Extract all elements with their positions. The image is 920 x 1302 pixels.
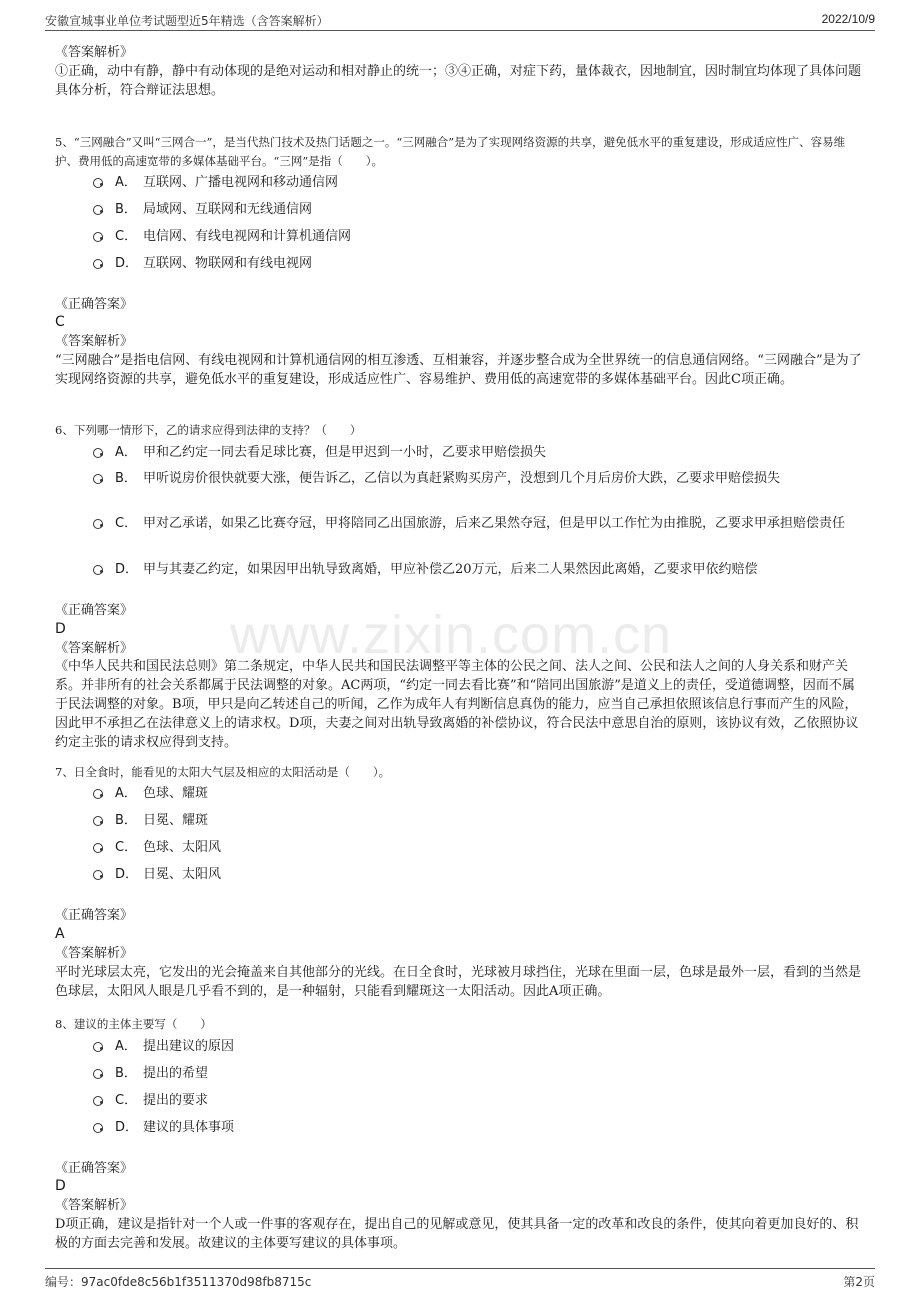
radio-icon[interactable]: [93, 259, 103, 269]
question-7-option-d[interactable]: D． 日冕、太阳风: [93, 863, 863, 886]
radio-icon[interactable]: [93, 519, 103, 529]
question-6-option-c[interactable]: C． 甲对乙承诺，如果乙比赛夺冠，甲将陪同乙出国旅游，后来乙果然夺冠，但是甲以工作忙为由推脱，乙要求甲承担赔偿责任: [93, 512, 863, 535]
page-number: 第2页: [843, 1275, 875, 1289]
question-5-option-b[interactable]: B． 局域网、互联网和无线通信网: [93, 198, 863, 221]
question-7-analysis: 平时光球层太亮，它发出的光会掩盖来自其他部分的光线。在日全食时，光球被月球挡住，光球在里面一层，色球是最外一层，看到的当然是色球层，太阳风人眼是几乎看不到的，是一种辐射，只能看到耀斑这一太阳活动。因此A项正确。: [55, 965, 862, 999]
page-header: [45, 10, 875, 31]
analysis-label: 《答案解析》: [55, 1198, 134, 1213]
radio-icon[interactable]: [93, 816, 103, 826]
radio-icon[interactable]: [93, 1069, 103, 1079]
question-5-analysis: “三网融合”是指电信网、有线电视网和计算机通信网的相互渗透、互相兼容，并逐步整合成为全世界统一的信息通信网络。“三网融合”是为了实现网络资源的共享，避免低水平的重复建设，形成适应性广、容易维护、费用低的高速宽带的多媒体基础平台。因此C项正确。: [55, 353, 862, 387]
question-8-stem: 8、建议的主体主要写（ ）: [55, 1017, 212, 1031]
question-6-stem: 6、下列哪一情形下，乙的请求应得到法律的支持？（ ）: [55, 423, 362, 437]
question-8-option-b[interactable]: B． 提出的希望: [93, 1062, 863, 1085]
analysis-label: 《答案解析》: [55, 45, 134, 60]
question-8-option-a[interactable]: A． 提出建议的原因: [93, 1035, 863, 1058]
radio-icon[interactable]: [93, 232, 103, 242]
question-7-option-c[interactable]: C． 色球、太阳风: [93, 836, 863, 859]
correct-answer-label: 《正确答案》: [55, 1161, 134, 1176]
question-6-option-b[interactable]: B． 甲听说房价很快就要大涨，便告诉乙，乙信以为真赶紧购买房产，没想到几个月后房价大跌，乙要求甲赔偿损失: [93, 467, 863, 490]
question-8-option-d[interactable]: D． 建议的具体事项: [93, 1116, 863, 1139]
question-7-stem: 7、日全食时，能看见的太阳大气层及相应的太阳活动是（ ）。: [55, 765, 391, 779]
question-7-option-a[interactable]: A． 色球、耀斑: [93, 782, 863, 805]
question-8-analysis: D项正确，建议是指针对一个人或一件事的客观存在，提出自己的见解或意见，使其具备一定的改革和改良的条件，使其向着更加良好的、积极的方面去完善和发展。故建议的主体要写建议的具体事项。: [55, 1217, 859, 1251]
question-6-option-a[interactable]: A． 甲和乙约定一同去看足球比赛，但是甲迟到一小时，乙要求甲赔偿损失: [93, 441, 863, 464]
correct-answer-label: 《正确答案》: [55, 297, 134, 312]
radio-icon[interactable]: [93, 1096, 103, 1106]
correct-answer-label: 《正确答案》: [55, 908, 134, 923]
question-5-option-a[interactable]: A． 互联网、广播电视网和移动通信网: [93, 171, 863, 194]
analysis-label: 《答案解析》: [55, 641, 134, 656]
radio-icon[interactable]: [93, 178, 103, 188]
question-5-stem: 5、“三网融合”又叫“三网合一”，是当代热门技术及热门话题之一。“三网融合”是为了实现网络资源的共享，避免低水平的重复建设，形成适应性广、容易维护、费用低的高速宽带的多媒体基础平台。“三网”是指（ ）。: [55, 135, 846, 168]
radio-icon[interactable]: [93, 843, 103, 853]
radio-icon[interactable]: [93, 1123, 103, 1133]
question-6-answer: D: [55, 621, 66, 637]
radio-icon[interactable]: [93, 870, 103, 880]
question-6-option-d[interactable]: D． 甲与其妻乙约定，如果因甲出轨导致离婚，甲应补偿乙20万元，后来二人果然因此离婚，乙要求甲依约赔偿: [93, 558, 863, 581]
question-8-answer: D: [55, 1178, 66, 1194]
radio-icon[interactable]: [93, 789, 103, 799]
question-7-answer: A: [55, 926, 65, 942]
radio-icon[interactable]: [93, 565, 103, 575]
radio-icon[interactable]: [93, 474, 103, 484]
correct-answer-label: 《正确答案》: [55, 603, 134, 618]
document-code: 编号：97ac0fde8c56b1f3511370d98fb8715c: [45, 1275, 312, 1289]
document-title: 安徽宣城事业单位考试题型近5年精选（含答案解析）: [45, 14, 329, 28]
watermark: www.zixin.com.cn: [230, 605, 673, 665]
radio-icon[interactable]: [93, 448, 103, 458]
document-date: 2022/10/9: [821, 12, 875, 26]
q4-analysis: ①正确，动中有静，静中有动体现的是绝对运动和相对静止的统一；③④正确，对症下药，量体裁衣，因地制宜，因时制宜均体现了具体问题具体分析，符合辩证法思想。: [55, 64, 862, 98]
analysis-label: 《答案解析》: [55, 946, 134, 961]
question-6-analysis: 《中华人民共和国民法总则》第二条规定，中华人民共和国民法调整平等主体的公民之间、法人之间、公民和法人之间的人身关系和财产关系。并非所有的社会关系都属于民法调整的对象。AC两项，“约定一同去看比赛”和“陪同出国旅游”是道义上的责任，受道德调整，因而不属于民法调整的对象。B项，甲只是向乙转述自己的听闻，乙作为成年人有判断信息真伪的能力，应当自己承担依照该信息行事而产生的风险，因此甲不承担乙在法律意义上的请求权。D项，夫妻之间对出轨导致离婚的补偿协议，符合民法中意思自治的原则，该协议有效，乙依照协议约定主张的请求权应得到支持。: [55, 659, 859, 750]
analysis-label: 《答案解析》: [55, 334, 134, 349]
question-5-option-c[interactable]: C． 电信网、有线电视网和计算机通信网: [93, 225, 863, 248]
radio-icon[interactable]: [93, 205, 103, 215]
radio-icon[interactable]: [93, 1042, 103, 1052]
question-5-option-d[interactable]: D． 互联网、物联网和有线电视网: [93, 252, 863, 275]
question-7-option-b[interactable]: B． 日冕、耀斑: [93, 809, 863, 832]
page-footer: [45, 1268, 875, 1289]
question-8-option-c[interactable]: C． 提出的要求: [93, 1089, 863, 1112]
question-5-answer: C: [55, 314, 65, 330]
